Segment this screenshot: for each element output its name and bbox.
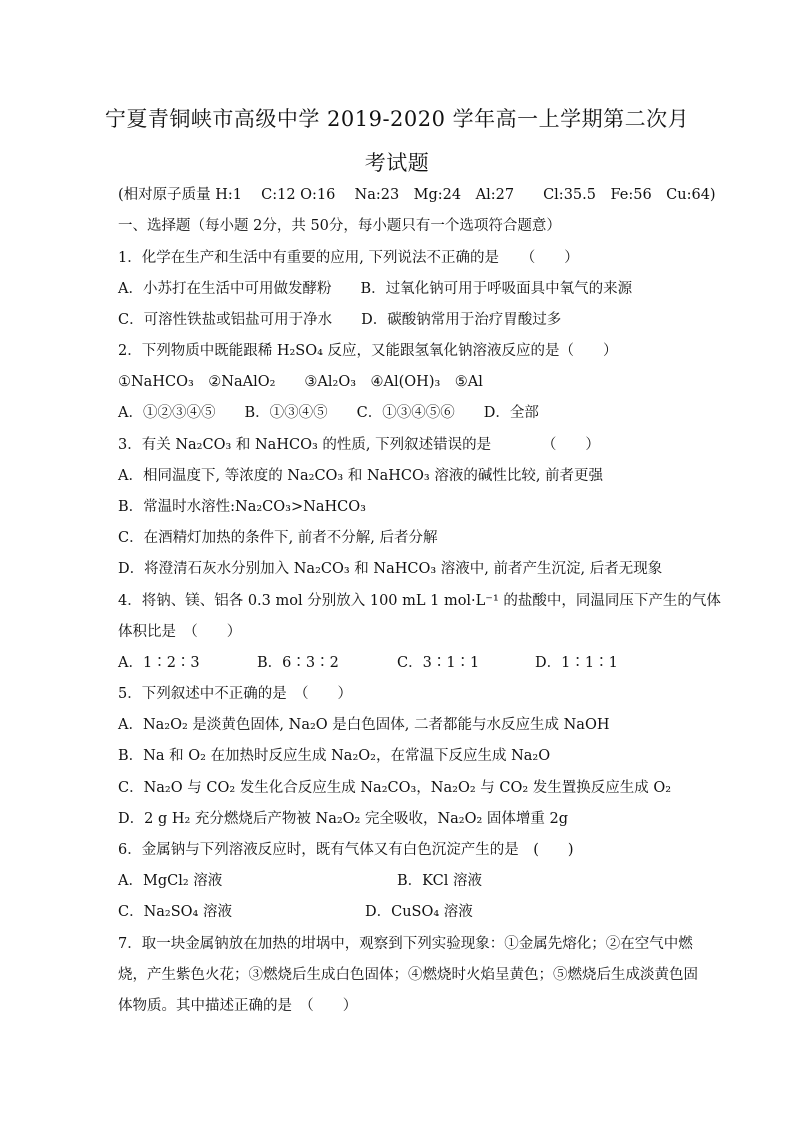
section-heading: 一、选择题（每小题 2分，共 50分，每小题只有一个选项符合题意）: [118, 218, 561, 234]
q5-option-a: A．Na₂O₂ 是淡黄色固体, Na₂O 是白色固体, 二者都能与水反应生成 NaOH: [118, 717, 610, 733]
q1-options-row2: C．可溶性铁盐或铝盐可用于净水 D．碳酸钠常用于治疗胃酸过多: [118, 312, 562, 328]
exam-title-line1: 宁夏青铜峡市高级中学 2019-2020 学年高一上学期第二次月: [104, 107, 690, 131]
q3-option-b: B．常温时水溶性:Na₂CO₃>NaHCO₃: [118, 499, 366, 515]
q6-stem: 6．金属钠与下列溶液反应时，既有气体又有白色沉淀产生的是 ( ): [118, 842, 574, 858]
q6-option-a: A．MgCl₂ 溶液: [118, 873, 223, 889]
q2-items: ①NaHCO₃ ②NaAlO₂ ③Al₂O₃ ④Al(OH)₃ ⑤Al: [118, 374, 483, 390]
q3-stem: 3．有关 Na₂CO₃ 和 NaHCO₃ 的性质, 下列叙述错误的是 （ ）: [118, 437, 600, 453]
q2-stem: 2．下列物质中既能跟稀 H₂SO₄ 反应，又能跟氢氧化钠溶液反应的是（ ）: [118, 343, 618, 359]
q5-option-c: C．Na₂O 与 CO₂ 发生化合反应生成 Na₂CO₃，Na₂O₂ 与 CO₂ 发生置换反应生成 O₂: [118, 780, 672, 796]
q6-option-b: B．KCl 溶液: [397, 873, 482, 889]
q2-options: A．①②③④⑤ B．①③④⑤ C．①③④⑤⑥ D．全部: [118, 405, 539, 421]
q3-option-c: C．在酒精灯加热的条件下, 前者不分解, 后者分解: [118, 530, 438, 546]
q6-option-d: D．CuSO₄ 溶液: [365, 904, 473, 920]
q4-option-c: C．3∶1∶1: [397, 655, 480, 671]
q5-option-b: B．Na 和 O₂ 在加热时反应生成 Na₂O₂，在常温下反应生成 Na₂O: [118, 748, 551, 764]
q3-option-a: A．相同温度下, 等浓度的 Na₂CO₃ 和 NaHCO₃ 溶液的碱性比较, 前者更强: [118, 468, 604, 484]
q6-option-c: C．Na₂SO₄ 溶液: [118, 904, 232, 920]
q4-option-b: B．6∶3∶2: [257, 655, 339, 671]
q4-stem-line1: 4．将钠、镁、铝各 0.3 mol 分别放入 100 mL 1 mol·L⁻¹ 的盐酸中，同温同压下产生的气体: [118, 593, 721, 609]
q5-option-d: D．2 g H₂ 充分燃烧后产物被 Na₂O₂ 完全吸收，Na₂O₂ 固体增重 2g: [118, 811, 569, 827]
q7-stem-line2: 烧，产生紫色火花；③燃烧后生成白色固体；④燃烧时火焰呈黄色；⑤燃烧后生成淡黄色固: [118, 967, 698, 983]
atomic-mass-note: (相对原子质量 H:1 C:12 O:16 Na:23 Mg:24 Al:27 Cl:35.5 Fe:56 Cu:64): [118, 187, 716, 203]
q4-option-a: A．1∶2∶3: [118, 655, 200, 671]
q3-option-d: D．将澄清石灰水分别加入 Na₂CO₃ 和 NaHCO₃ 溶液中, 前者产生沉淀, 后者无现象: [118, 561, 663, 577]
q7-stem-line1: 7．取一块金属钠放在加热的坩埚中，观察到下列实验现象：①金属先熔化；②在空气中燃: [118, 936, 693, 952]
q5-stem: 5．下列叙述中不正确的是 （ ）: [118, 686, 352, 702]
exam-title-line2: 考试题: [364, 151, 430, 175]
q7-stem-line3: 体物质。其中描述正确的是 （ ）: [118, 998, 358, 1014]
q1-stem: 1．化学在生产和生活中有重要的应用, 下列说法不正确的是 （ ）: [118, 250, 579, 266]
q4-option-d: D．1∶1∶1: [535, 655, 618, 671]
q1-options-row1: A．小苏打在生活中可用做发酵粉 B．过氧化钠可用于呼吸面具中氧气的来源: [118, 281, 633, 297]
q4-stem-line2: 体积比是 （ ）: [118, 624, 242, 640]
